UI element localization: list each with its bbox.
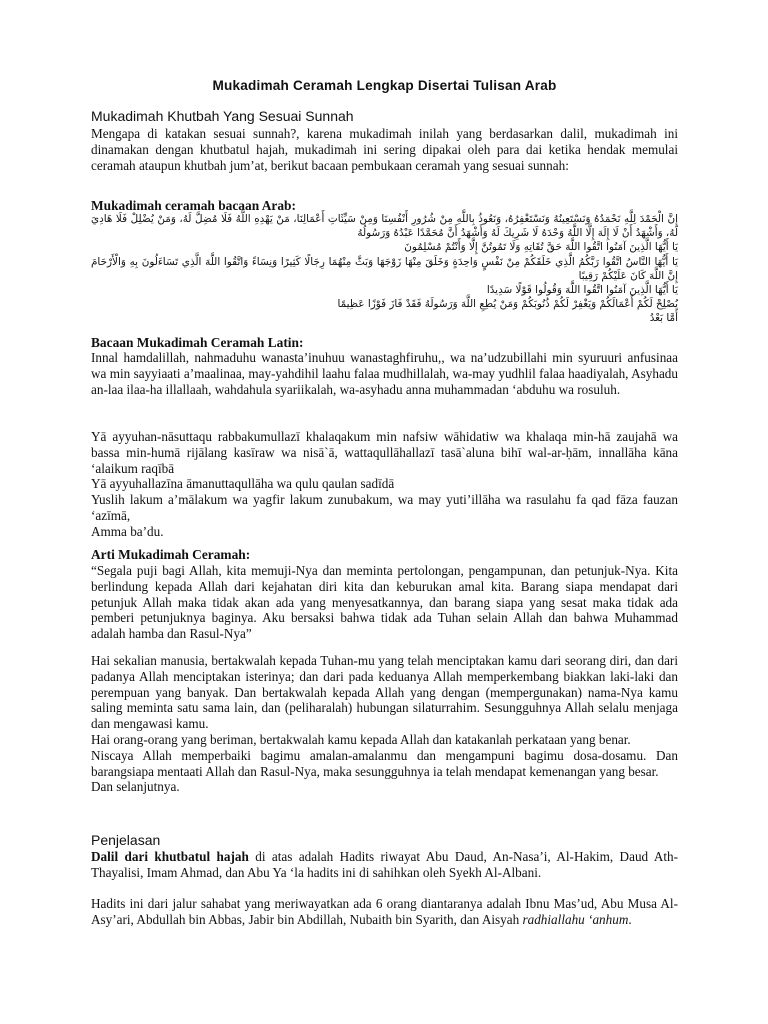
latin-line: Yā ayyuhan-nāsuttaqu rabbakumullazī khalaqakum min nafsiw wāhidatiw wa khalaqa min-hā zaujahā wa bassa min-humā rijālang kasīraw wa nisā`ā, wattaqullāhallazī tasā`aluna bihī wal-ar-ḥām, innallāha kāna ‘alaikum raqībā [91, 429, 678, 476]
arabic-line: أَمَّا بَعْدُ [649, 312, 678, 325]
dalil-bold-lead: Dalil dari khutbatul hajah [91, 849, 249, 864]
latin-line: Yuslih lakum a’mālakum wa yagfir lakum zunubakum, wa may yuti’illāha wa rasulahu fa qad fāza fauzan ‘azīmā, [91, 492, 678, 523]
arti-section-heading: Arti Mukadimah Ceramah: [91, 547, 251, 562]
arabic-line: يَا أَيُّهَا الَّذِينَ آمَنُوا اتَّقُوا اللَّهَ وَقُولُوا قَوْلًا سَدِيدًا [486, 284, 678, 297]
arti-paragraph: “Segala puji bagi Allah, kita memuji-Nya dan meminta pertolongan, pengampunan, dan petunjuk-Nya. Kita berlindung kepada Allah dari kejahatan diri kita dan keburukan amal kita. Barang siapa mendapat dari petunjuk Allah maka tidak akan ada yang menyesatkannya, dan barang siapa yang sesat maka tidak ada pemberi petunjuknya baginya. Aku bersaksi bahwa tidak ada Tuhan selain Allah dan bahwa Muhammad adalah hamba dan Rasul-Nya” [91, 563, 678, 642]
arabic-line: يَا أَيُّهَا النَّاسُ اتَّقُوا رَبَّكُمُ الَّذِي خَلَقَكُمْ مِنْ نَفْسٍ وَاحِدَةٍ وَخَلَقَ مِنْهَا زَوْجَهَا وَبَثَّ مِنْهُمَا رِجَالًا كَثِيرًا وَنِسَاءً وَاتَّقُوا اللَّهَ الَّذِي تَسَاءَلُونَ بِهِ وَالْأَرْحَامَ إِنَّ اللَّهَ كَانَ عَلَيْكُمْ رَقِيبًا [91, 255, 678, 282]
arabic-line: يَا أَيُّهَا الَّذِينَ آمَنُوا اتَّقُوا اللَّهَ حَقَّ تُقَاتِهِ وَلَا تَمُوتُنَّ إِلَّا وَأَنْتُمْ مُسْلِمُونَ [404, 241, 678, 254]
arabic-line: يُصْلِحْ لَكُمْ أَعْمَالَكُمْ وَيَغْفِرْ لَكُمْ ذُنُوبَكُمْ وَمَنْ يُطِعِ اللَّهَ وَرَسُولَهُ فَقَدْ فَازَ فَوْزًا عَظِيمًا [337, 298, 678, 311]
arti-line: Niscaya Allah memperbaiki bagimu amalan-amalanmu dan mengampuni bagimu dosa-dosamu. Dan barangsiapa mentaati Allah dan Rasul-Nya, maka sesungguhnya ia telah mendapat kemenangan yang besar. [91, 747, 678, 779]
arti-line: Hai sekalian manusia, bertakwalah kepada Tuhan-mu yang telah menciptakan kamu dari seorang diri, dan dari padanya Allah menciptakan isterinya; dan dari pada keduanya Allah memperkembang biakkan laki-laki dan perempuan yang banyak. Dan bertakwalah kepada Allah yang dengan (mempergunakan) nama-Nya kamu saling meminta satu sama lain, dan (peliharalah) hubungan silaturrahim. Sesungguhnya Allah selalu menjaga dan mengawasi kamu. [91, 653, 678, 732]
penjelasan-text: Hadits ini dari jalur sahabat yang meriwayatkan ada 6 orang diantaranya adalah Ibnu Mas’ud, Abu Musa Al-Asy’ari, Abdullah bin Abbas, Jabir bin Abdillah, Nubaith bin Syarith, dan Aisyah [91, 896, 678, 927]
latin-paragraph: Innal hamdalillah, nahmaduhu wanasta’inuhuu wanastaghfiruhu,, wa na’udzubillahi min syuruuri anfusinaa wa min sayyiaati a’maalinaa, may-yahdihil laahu falaa mudhillalah, wa-may yudhlil falaa haadiyalah, Asyhadu an-laa ilaa-ha illallaah, wahdahula syariikalah, wa-asyhadu anna muhammadan ‘abduhu wa rosuluh. [91, 350, 678, 397]
latin-section-heading: Bacaan Mukadimah Ceramah Latin: [91, 335, 304, 350]
latin-line: Amma ba’du. [91, 523, 164, 539]
arti-line: Dan selanjutnya. [91, 779, 180, 795]
arabic-text-block [91, 212, 678, 326]
page-title: Mukadimah Ceramah Lengkap Disertai Tulisan Arab [212, 78, 557, 93]
penjelasan-heading: Penjelasan [91, 832, 161, 848]
section-heading-sunnah: Mukadimah Khutbah Yang Sesuai Sunnah [91, 108, 354, 124]
penjelasan-paragraph-2 [91, 896, 678, 928]
latin-line: Yā ayyuhallazīna āmanuttaqullāha wa qulu qaulan sadīdā [91, 476, 395, 492]
radhiallahu-italic: radhiallahu ‘anhum [522, 911, 629, 927]
latin-verses [91, 429, 678, 540]
penjelasan-paragraph-1 [91, 849, 678, 881]
arti-line: Hai orang-orang yang beriman, bertakwalah kamu kepada Allah dan katakanlah perkataan yang benar. [91, 731, 631, 747]
penjelasan-text: di atas adalah Hadits riwayat Abu Daud, An-Nasa’i, Al-Hakim, Daud Ath-Thayalisi, Imam Ahmad, dan Abu Ya ‘la hadits ini di sahihkan oleh Syekh Al-Albani. [91, 849, 678, 880]
arabic-section-heading: Mukadimah ceramah bacaan Arab: [91, 198, 296, 213]
arabic-line: إِنَّ الْحَمْدَ لِلَّهِ نَحْمَدُهُ وَنَسْتَعِينُهُ وَنَسْتَغْفِرُهُ، وَنَعُوذُ بِاللَّهِ مِنْ شُرُورِ أَنْفُسِنَا وَمِنْ سَيِّئَاتِ أَعْمَالِنَا، مَنْ يَهْدِهِ اللَّهُ فَلَا مُضِلَّ لَهُ، وَمَنْ يُضْلِلْ فَلَا هَادِيَ لَهُ، وَأَشْهَدُ أَنْ لَا إِلَهَ إِلَّا اللَّهُ وَحْدَهُ لَا شَرِيكَ لَهُ وَأَشْهَدُ أَنَّ مُحَمَّدًا عَبْدُهُ وَرَسُولُهُ [91, 213, 678, 240]
penjelasan-period: . [628, 911, 632, 927]
section-sunnah-paragraph: Mengapa di katakan sesuai sunnah?, karena mukadimah inilah yang berdasarkan dalil, mukadimah ini dinamakan dengan khutbatul hajah, mukadimah ini sering dipakai oleh para dai ketika hendak memulai ceramah ataupun khutbah jum’at, berikut bacaan pembukaan ceramah yang sesuai sunnah: [91, 126, 678, 173]
arti-verses [91, 653, 678, 795]
